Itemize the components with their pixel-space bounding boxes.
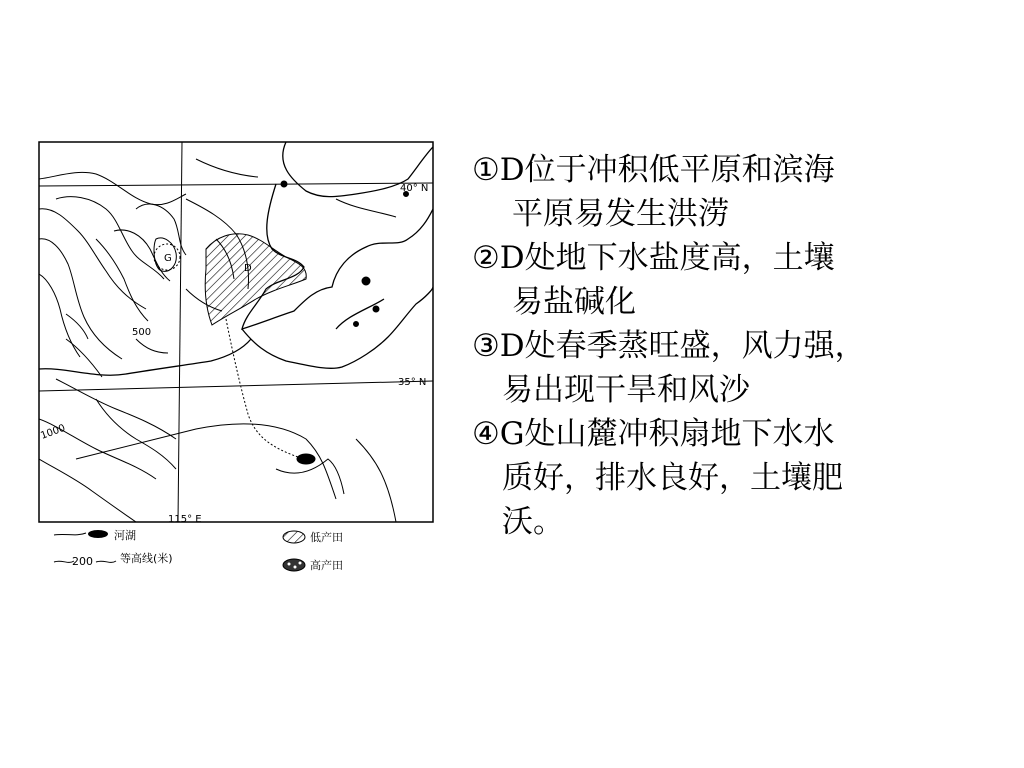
statement-4 <box>472 412 1017 544</box>
legend-contour-line: 等高线(米) <box>120 552 173 565</box>
lake <box>297 454 315 464</box>
point-d-label: D <box>244 263 252 274</box>
statement-line: ④G处山麓冲积扇地下水水 <box>472 416 835 452</box>
map-figure <box>36 139 436 579</box>
legend-low-yield: 低产田 <box>310 531 343 544</box>
statement-line: 平原易发生洪涝 <box>512 196 729 232</box>
statement-3 <box>472 324 1017 412</box>
statement-list <box>472 148 1017 544</box>
legend-contour-value: 200 <box>72 555 93 568</box>
contour-legend-icon <box>54 561 74 562</box>
statement-2 <box>472 236 1017 324</box>
low-yield-legend-icon <box>283 531 305 543</box>
statement-line: ③D处春季蒸旺盛，风力强， <box>472 328 866 364</box>
legend <box>54 528 343 572</box>
statement-line: 沃。 <box>502 504 564 540</box>
contour-1000-label: 1000 <box>39 422 67 442</box>
river-lake-legend-icon <box>54 533 86 535</box>
point-g-label: G <box>164 253 172 264</box>
latitude-35-label: 35° N <box>398 377 427 388</box>
legend-river-lake: 河湖 <box>114 529 136 542</box>
latitude-40-label: 40° N <box>400 183 429 194</box>
statement-1 <box>472 148 1017 236</box>
statement-line: ②D处地下水盐度高，土壤 <box>472 240 835 276</box>
high-yield-legend-icon <box>283 559 305 571</box>
statement-line: ①D位于冲积低平原和滨海 <box>472 152 835 188</box>
contour-500-label: 500 <box>132 327 152 338</box>
statement-line: 质好，排水良好，土壤肥 <box>502 460 843 496</box>
statement-line: 易盐碱化 <box>512 284 636 320</box>
legend-high-yield: 高产田 <box>310 559 343 572</box>
map-frame <box>39 142 433 522</box>
statement-line: 易出现干旱和风沙 <box>502 372 750 408</box>
longitude-115-label: 115° E <box>168 514 202 525</box>
